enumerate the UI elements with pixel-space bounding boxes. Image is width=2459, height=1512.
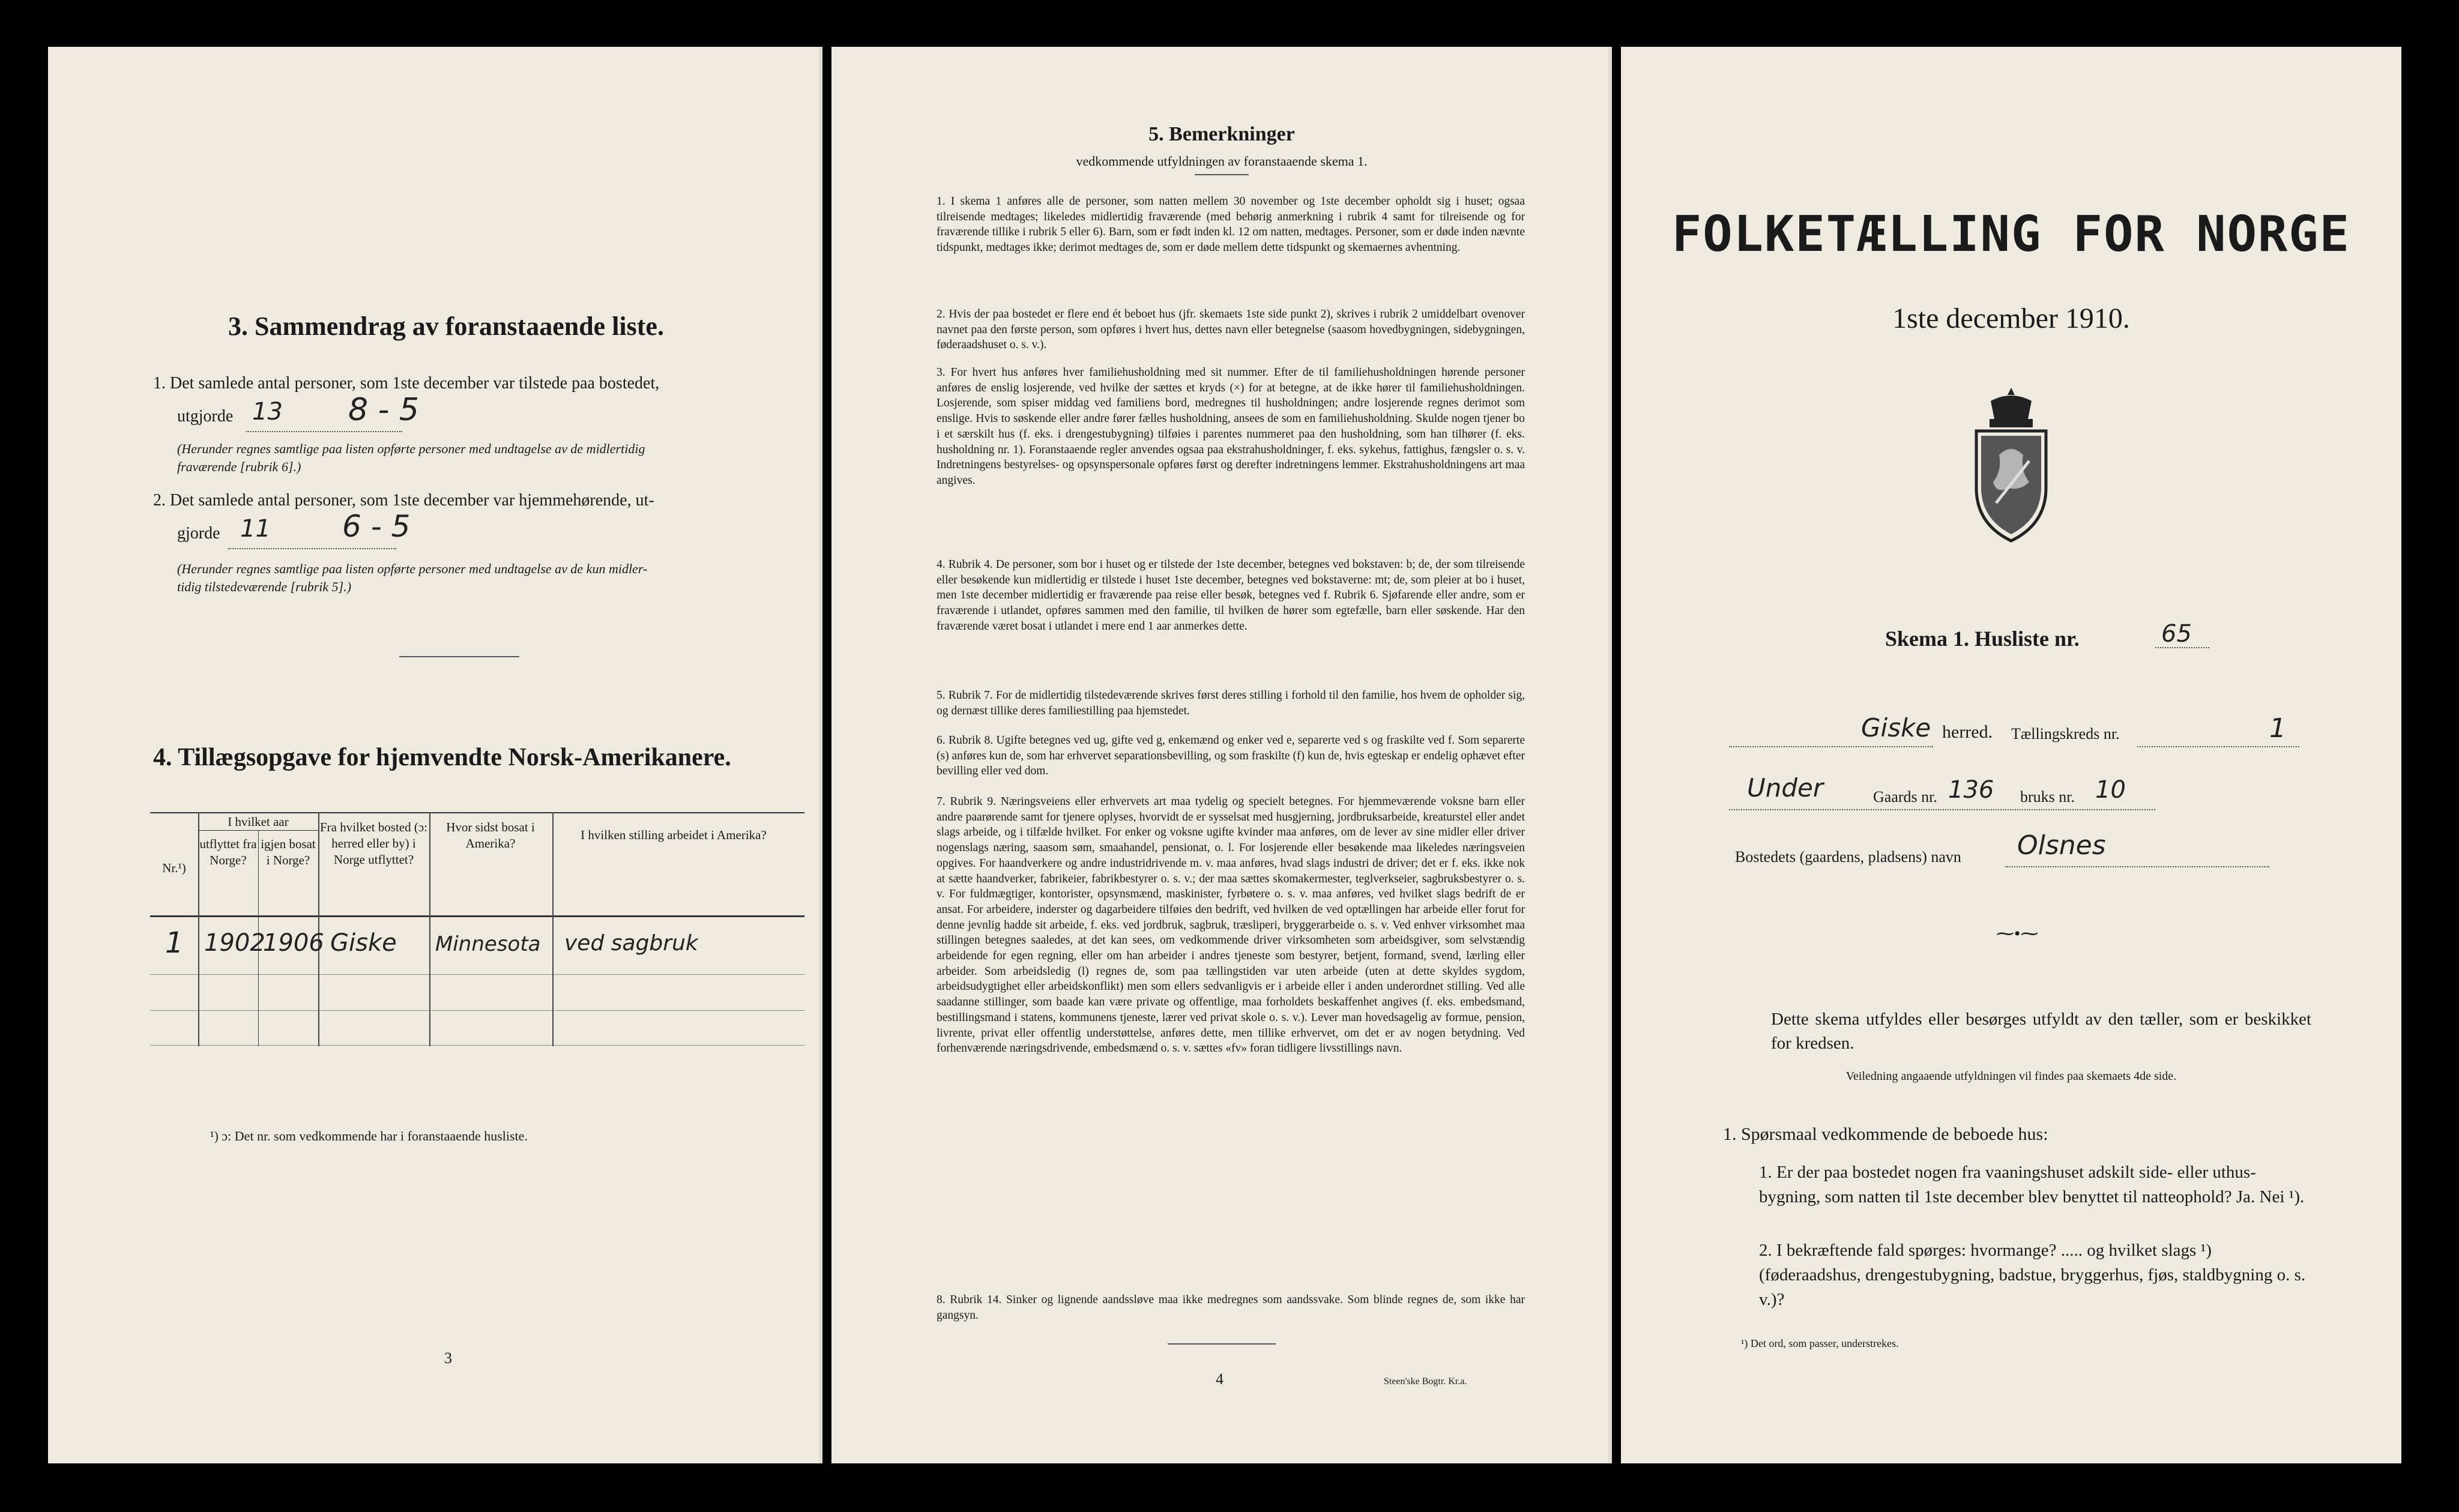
gaard-nr: 136: [1948, 776, 1994, 804]
remarks-title: 5. Bemerkninger: [1148, 123, 1295, 145]
row1-stilling: ved sagbruk: [564, 931, 698, 956]
col-fra: Fra hvilket bosted (ɔ: herred eller by) i Norge utflyttet?: [319, 820, 428, 867]
divider: [1168, 1343, 1276, 1345]
norsk-amerikanere-table: [150, 812, 804, 1046]
row1-igjen: 1906: [263, 929, 324, 957]
row1-nr: 1: [165, 926, 184, 960]
norwegian-coat-of-arms-icon: [1963, 383, 2059, 545]
col-nr: Nr.¹): [162, 861, 186, 875]
s3-item-1-handwritten-a: 13: [252, 398, 283, 426]
col-year-group: I hvilket aar: [228, 815, 289, 829]
col-utflyttet: utflyttet fra Norge?: [199, 837, 257, 867]
bruks-label: bruks nr.: [2020, 788, 2075, 806]
herred-handwritten: Giske: [1861, 713, 1931, 742]
remark-1: 1. I skema 1 anføres alle de personer, som natten mellem 30 november og 1ste december opholdt sig i huset; ogsaa tilreisende medtages; likeledes midlertidig fraværende (med behørig anmerkning i rubrik 4 samt for tilreisende og for fraværende tillike i rubrik 5 eller 6). Barn, som er født inden kl. 12 om natten, medtages. Personer, som er døde inden nævnte tidspunkt, medtages ikke; derimot medtages de, som er døde mellem dette tidspunkt og skemaernes avhentning.: [937, 195, 1525, 255]
right-page: [1621, 47, 2401, 1463]
remark-7: 7. Rubrik 9. Næringsveiens eller erhvervets art maa tydelig og specielt betegnes. For hjemmeværende voksne barn eller andre paarørende samt for tjenere oplyses, hvorvidt de er sysselsat med husgjerning, jordbruksarbeide, kreaturstel eller andet slags arbeide, og i tilfælde hvilket. For enker og voksne ugifte kvinder maa anføres, om de lever av sine midler eller driver nogenslags næring, saasom søm, smaahandel, pensionat, o. l. For losjerende eller besøkende maa likeledes næringsveien opgives. For haandverkere og andre industridrivende m. v. maa anføres, hvad slags industri de driver; det er f. eks. ikke nok at sætte haandverker, fabrikeier, fabrikbestyrer o. s. v.; der maa sættes skomakermester, teglverkseier, sagbruksbestyrer o. s. v. For fuldmægtiger, kontorister, opsynsmænd, maskinister, fyrbøtere o. s. v. maa anføres, ved hvilket slags bedrift de er ansat. For arbeidere, inderster og dagarbeidere tilføies den bedrift, ved hvilken de ved optællingen har arbeide eller forut for denne jevnlig hadde sit arbeide, f. eks. ved jordbruk, sagbruk, træsliperi, bryggerarbeide o. s. v. Ved enhver virksomhet maa stillingen betegnes saaledes, at det kan sees, om vedkommende driver virksomheten som arbeidsgiver, som selvstændig arbeidende for egen regning, eller om han arbeider i andres tjeneste som bestyrer, betjent, formand, svend, lærling eller arbeider. Som arbeidsledig (l) regnes de, som paa tællingstiden var uten arbeide (uten at dette skyldes sygdom, arbeidsudygtighet eller arbeidskonflikt) men som ellers sedvanligvis er i arbeide eller i anden underordnet stilling. Ved alle saadanne stillinger, som baade kan være private og offentlige, maa forholdets beskaffenhet angives (f. eks. embedsmand, bestillingsmand i statens, kommunens tjeneste, lærer ved privat skole o. s. v.). Lever man hovedsagelig av formue, pension, livrente, privat eller offentlig understøttelse, anføres dette, men tillike erhvervet, om det er av nogen betydning. Ved forhenværende næringsdrivende, embedsmænd o. s. v. sættes «fv» foran tidligere livsstillings navn.: [937, 795, 1525, 1055]
s3-item-1-note-2: fraværende [rubrik 6].): [177, 459, 301, 474]
s3-item-1-label: utgjorde: [177, 407, 234, 426]
col-stilling: I hvilken stilling arbeidet i Amerika?: [581, 828, 767, 842]
gaard-handwritten: Under: [1747, 773, 1824, 803]
section-4-title: 4. Tillægsopgave for hjemvendte Norsk-Amerikanere.: [153, 744, 731, 771]
page-fold: [819, 47, 822, 1463]
remarks-subtitle: vedkommende utfyldningen av foranstaaende skema 1.: [1076, 154, 1368, 169]
row1-fra: Giske: [330, 929, 397, 957]
section-3-title: 3. Sammendrag av foranstaaende liste.: [228, 312, 664, 341]
s3-item-2-note-2: tidig tilstedeværende [rubrik 5].): [177, 579, 352, 594]
krets-nr: 1: [2269, 713, 2286, 744]
question-1: 1. Er der paa bostedet nogen fra vaaningshuset adskilt side- eller uthus-bygning, som natten til 1ste december blev benyttet til natteophold? Ja. Nei ¹).: [1759, 1163, 2305, 1206]
s3-item-1-dotline: [246, 431, 402, 432]
census-title: FOLKETÆLLING FOR NORGE: [1671, 206, 2351, 263]
remark-6: 6. Rubrik 8. Ugifte betegnes ved ug, gifte ved g, enkemænd og enker ved e, separerte ved s og fraskilte ved f. Som separerte (s) anføres kun de, som har erhvervet separationsbevilling, og som fraskilte (f) kun de, hvis egteskap er endelig ophævet efter bevilling eller ved dom.: [937, 734, 1525, 778]
s3-item-2-handwritten-a: 11: [240, 515, 271, 543]
s3-item-1-note-1: (Herunder regnes samtlige paa listen opførte personer med undtagelse av de midlertidig: [177, 441, 645, 456]
s3-item-1-handwritten-b: 8 - 5: [348, 392, 419, 428]
divider: [1195, 174, 1249, 175]
row1-utflyttet: 1902: [204, 929, 265, 957]
s3-item-2-dotline: [228, 548, 396, 549]
questions-title: 1. Spørsmaal vedkommende de beboede hus:: [1723, 1124, 2048, 1144]
footnote: ¹) Det ord, som passer, understrekes.: [1741, 1337, 1899, 1349]
remark-2: 2. Hvis der paa bostedet er flere end ét beboet hus (jfr. skemaets 1ste side punkt 2), skrives i rubrik 2 umiddelbart ovenover navnet paa den første person, som opføres i hvert hus, dettes navn eller betegnelse (saasom hovedbygningen, sidebygningen, føderaadshuset o. s. v.).: [937, 308, 1525, 352]
krets-label: Tællingskreds nr.: [2011, 725, 2120, 742]
instruction-note: Veiledning angaaende utfyldningen vil findes paa skemaets 4de side.: [1845, 1070, 2177, 1083]
s3-item-1: 1. Det samlede antal personer, som 1ste december var tilstede paa bostedet,: [153, 374, 660, 393]
instruction-main: Dette skema utfyldes eller besørges utfyldt av den tæller, som er beskikket for kredsen.: [1771, 1010, 2311, 1053]
s3-item-2-note-1: (Herunder regnes samtlige paa listen opførte personer med undtagelse av de kun midler-: [177, 561, 648, 576]
census-date: 1ste december 1910.: [1892, 303, 2130, 334]
bosted-handwritten: Olsnes: [2017, 830, 2106, 861]
remark-5: 5. Rubrik 7. For de midlertidig tilstedeværende skrives først deres stilling i forhold til den familie, hos hvem de opholder sig, og dernæst tillike deres familiestilling paa hjemstedet.: [937, 689, 1525, 717]
printer-mark: Steen'ske Bogtr. Kr.a.: [1384, 1376, 1467, 1387]
col-hvor: Hvor sidst bosat i Amerika?: [446, 820, 535, 851]
remark-3: 3. For hvert hus anføres hver familiehusholdning med sit nummer. Efter de til familiehusholdningen hørende personer anføres de enslig losjerende, ved hvilke der sættes et kryds (×) for at betegne, at de ikke hører til familiehusholdningen. Losjerende, som spiser middag ved familiens bord, medregnes til husholdningen; andre losjerende regnes derimot som enslige. Hvis to søskende eller andre fører fælles husholdning, ansees de som en familiehusholdning. Skulde nogen tjener bo i et særskilt hus (f. eks. i drengestubygning) tilføies i parentes nummeret paa den husholdning, som han tilhører (f. eks. husholdning nr. 1). Foranstaaende regler anvendes ogsaa paa ekstrahusholdninger, f. eks. sykehus, fattighus, fængsler o. s. v. Indretningens bestyrelses- og opsynspersonale opføres først og derefter indretningens lemmer. Ekstrahusholdningens art maa angives.: [937, 366, 1525, 487]
question-2: 2. I bekræftende fald spørges: hvormange? ..... og hvilket slags ¹) (føderaadshus, drengestubygning, badstue, bryggerhus, fjøs, staldbygning o. s. v.)?: [1759, 1241, 2306, 1309]
s3-item-2: 2. Det samlede antal personer, som 1ste december var hjemmehørende, ut-: [153, 491, 654, 510]
remark-8: 8. Rubrik 14. Sinker og lignende aandssløve maa ikke medregnes som aandssvake. Som blinde regnes de, som ikke har gangsyn.: [937, 1294, 1525, 1322]
middle-page: [831, 47, 1612, 1463]
col-igjen: igjen bosat i Norge?: [261, 837, 316, 867]
herred-label: herred.: [1942, 722, 1993, 742]
s3-item-2-label: gjorde: [177, 524, 220, 543]
page-number: 4: [1216, 1370, 1223, 1388]
page-number: 3: [444, 1349, 452, 1367]
footnote: ¹) ɔ: Det nr. som vedkommende har i foranstaaende husliste.: [210, 1128, 528, 1143]
page-fold: [1608, 47, 1612, 1463]
divider: [399, 656, 519, 657]
s3-item-2-handwritten-b: 6 - 5: [342, 509, 411, 544]
bruks-nr: 10: [2095, 776, 2126, 804]
husliste-nr: 65: [2161, 620, 2192, 648]
ornament-icon: ⁓•⁓: [1996, 924, 2039, 944]
remark-4: 4. Rubrik 4. De personer, som bor i huset og er tilstede der 1ste december, betegnes ved bokstaven: b; de, der som tilreisende eller besøkende kun midlertidig er tilstede i huset 1ste december, betegnes ved bokstaverne: mt; de, som pleier at bo i huset, men 1ste december midlertidig er fraværende paa reise eller besøk, betegnes ved f. Rubrik 6. Sjøfarende eller andre, som er fraværende i utlandet, opføres sammen med den familie, til hvilken de hører som egtefælle, barn eller søskende. Har den fraværende været bosat i utlandet i mere end 1 aar anmerkes dette.: [937, 558, 1525, 633]
bosted-label: Bostedets (gaardens, pladsens) navn: [1735, 848, 1961, 866]
gaard-label: Gaards nr.: [1873, 788, 1937, 806]
row1-hvor: Minnesota: [435, 932, 541, 956]
left-page: [48, 47, 822, 1463]
skema-label: Skema 1. Husliste nr.: [1885, 627, 2080, 651]
